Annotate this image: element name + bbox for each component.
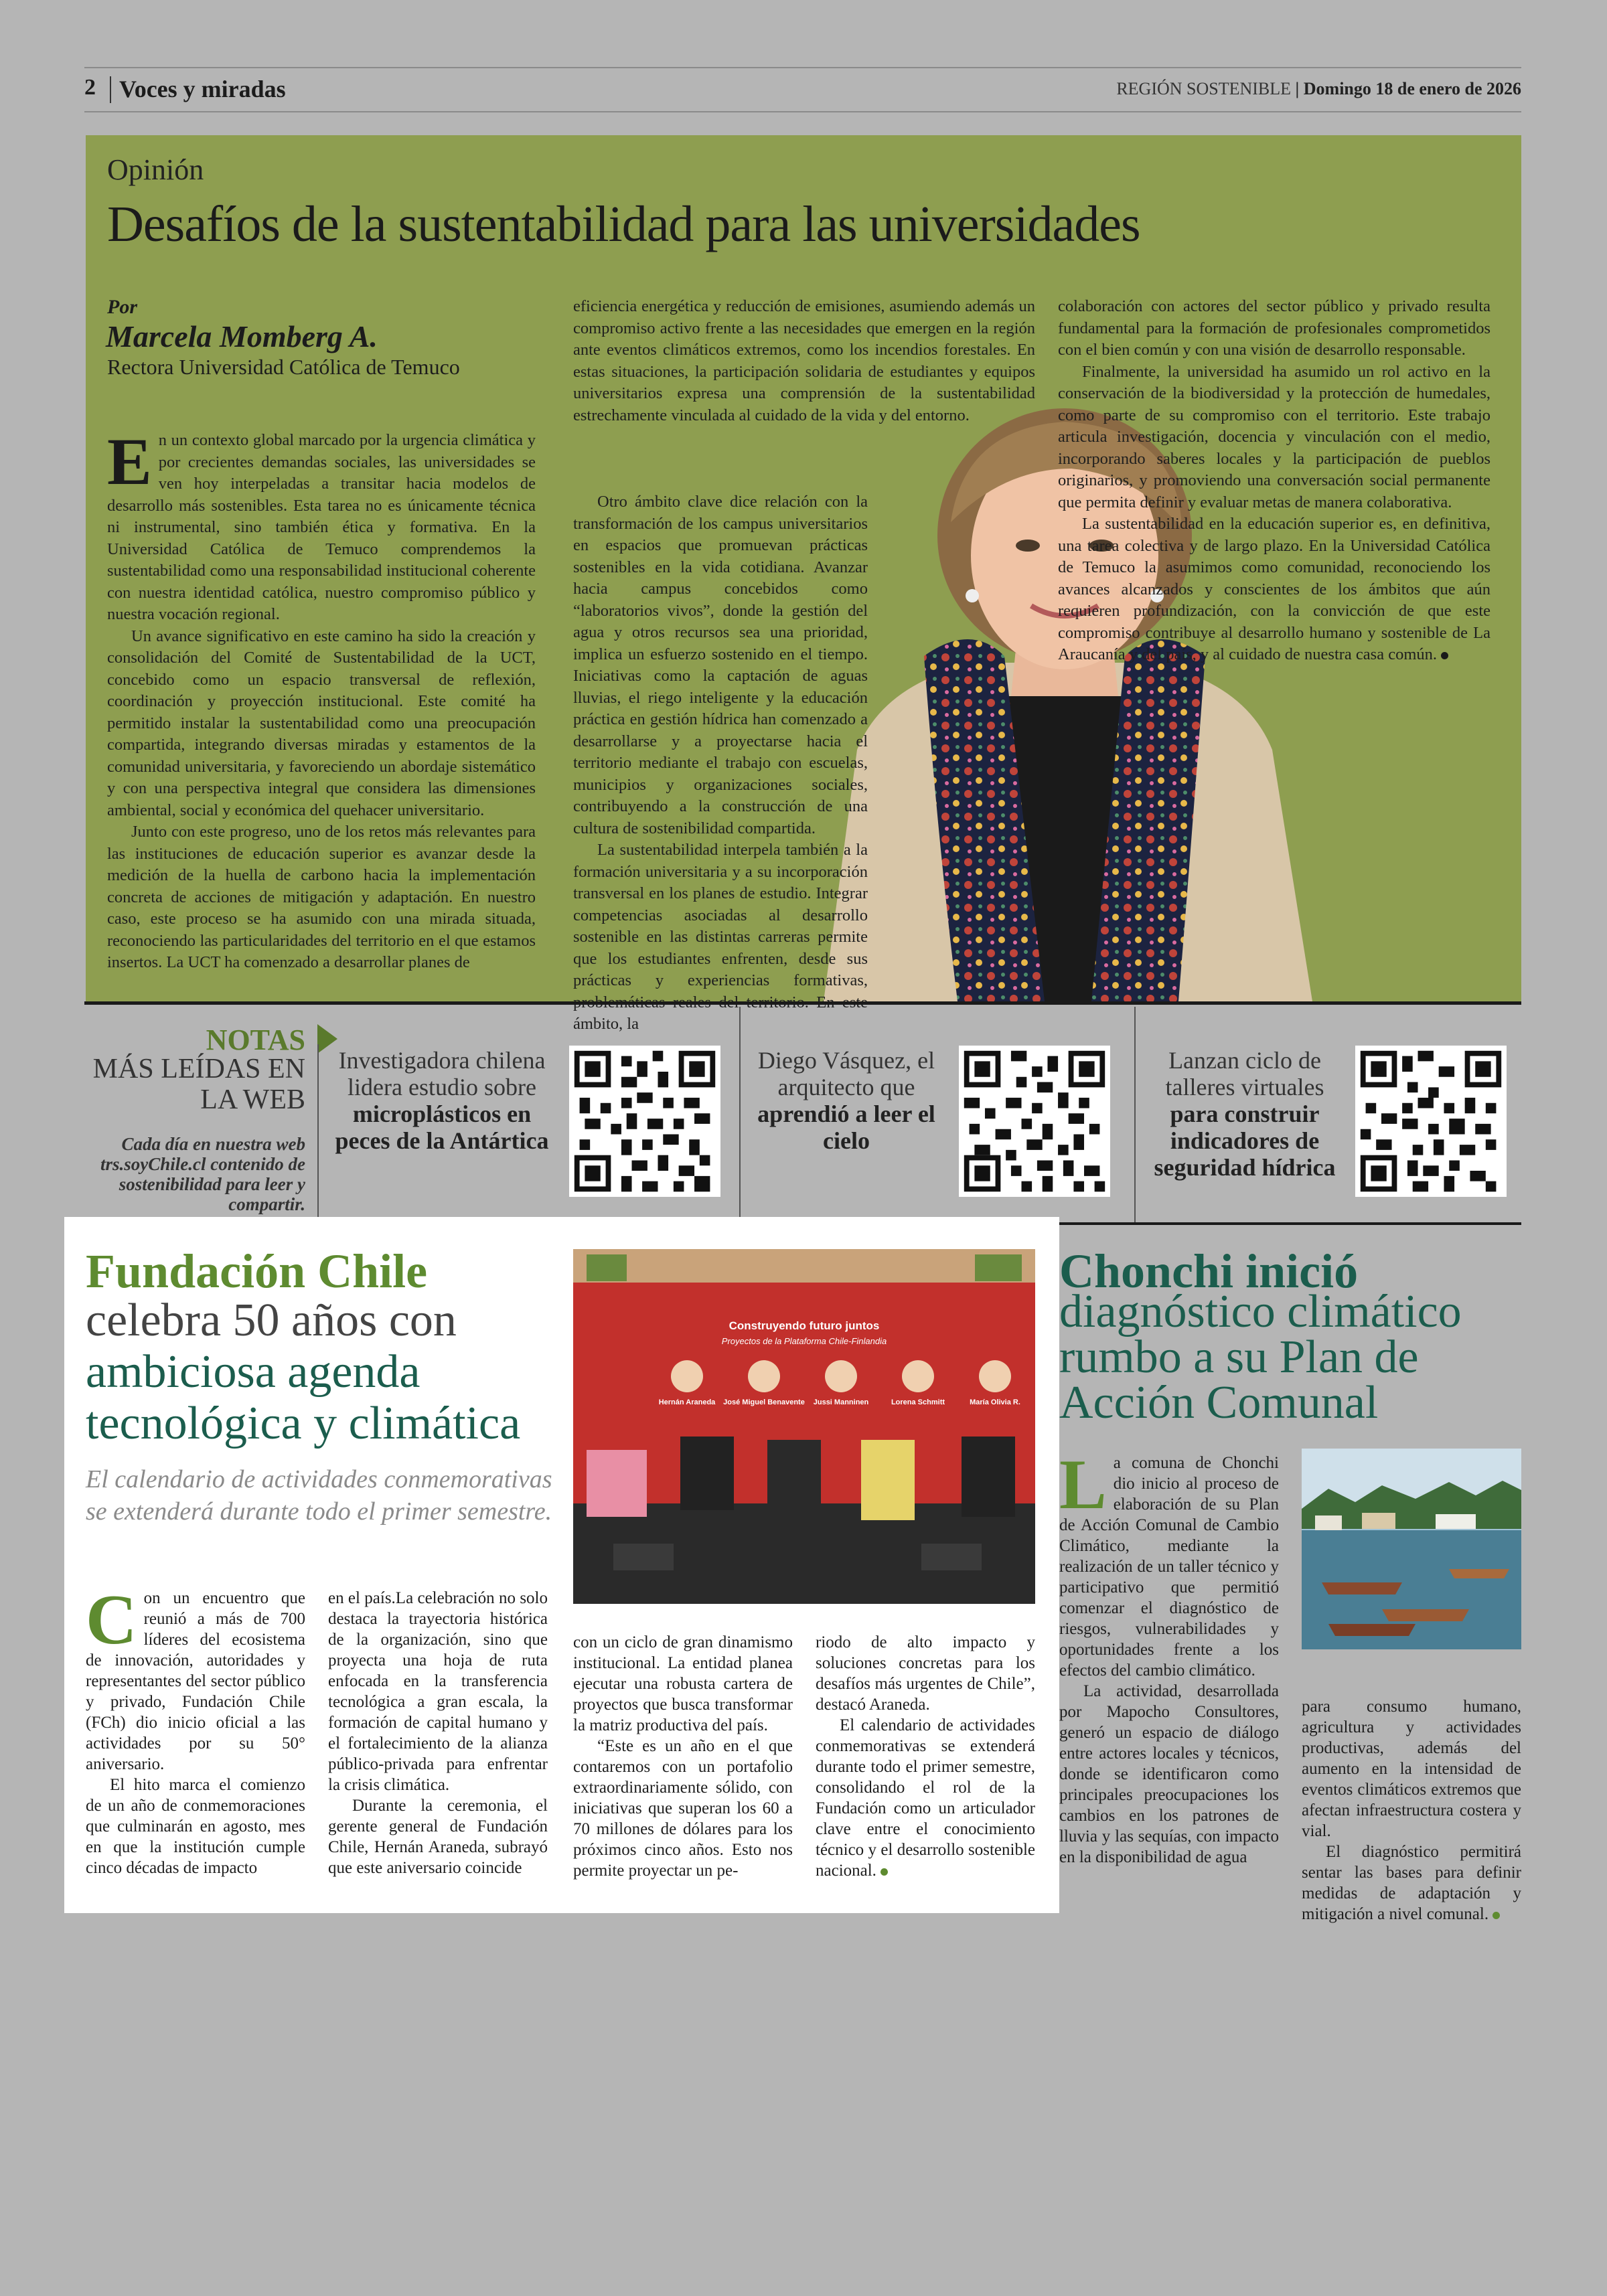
fundacion-column-3: [573, 1632, 793, 1881]
banner-title: Construyendo futuro juntos: [729, 1319, 880, 1332]
banner-subtitle: Proyectos de la Plataforma Chile-Finlandia: [721, 1336, 887, 1346]
article-paragraph: El calendario de actividades conmemorativas se extenderá durante todo el primer semestre, consolidando el rol de la Fundación como un articulador clave entre el conocimiento técnico y el desarrollo sostenible nacional.: [816, 1716, 1035, 1880]
speaker-name: María Olivia R.: [970, 1398, 1020, 1406]
opinion-kicker: Opinión: [107, 153, 204, 186]
fundacion-headline: celebra 50 años con ambiciosa agenda tecnológica y climática: [86, 1295, 521, 1449]
opinion-column-1: [107, 424, 536, 974]
opinion-paragraph: colaboración con actores del sector público y privado resulta fundamental para la formación de profesionales comprometidos con el bien común y con una visión de desarrollo responsable.: [1058, 297, 1490, 359]
article-paragraph: para consumo humano, agricultura y actividades productivas, además del aumento en la intensidad de eventos climáticos extremos que afectan infraestructura costera y vial.: [1302, 1698, 1521, 1840]
issue-date: Domingo 18 de enero de 2026: [1303, 79, 1521, 98]
chonchi-column-1: [1059, 1445, 1279, 1868]
header-rule-bottom: [84, 111, 1521, 112]
notas-rule-top: [84, 1001, 1521, 1005]
publication-name: REGIÓN SOSTENIBLE: [1116, 79, 1292, 98]
header-separator: [110, 76, 111, 103]
article-paragraph: La actividad, desarrollada por Mapocho Consultores, generó un espacio de diálogo entre actores locales y técnicos, donde se identificaron como principales preocupaciones los cambios en los patrones de lluvia y las sequías, con impacto en la disponibilidad de agua: [1059, 1682, 1279, 1866]
chonchi-column-2: [1302, 1696, 1521, 1924]
notas-blurb: Cada día en nuestra web trs.soyChile.cl contenido de sostenibilidad para leer y compartir.: [100, 1134, 305, 1214]
qr-code-icon[interactable]: [569, 1046, 720, 1197]
opinion-paragraph: La sustentabilidad en la educación superior es, en definitiva, una tarea colectiva y de largo plazo. En la Universidad Católica de Temuco la asumimos como comunidad, reconociendo los avances alcanzados y conscientes de los ámbitos que aún requieren profundización, con la convicción de que este compromiso contribuye al desarrollo humano y sostenible de La Araucanía y del país, y al cuidado de nuestra casa común.: [1058, 515, 1490, 663]
notas-divider: [739, 1007, 741, 1222]
article-paragraph: con un ciclo de gran dinamismo institucional. La entidad planea ejecutar una robusta cartera de proyectos que busca transformar la matriz productiva del país.: [573, 1633, 793, 1734]
byline-label: Por: [107, 296, 137, 318]
article-paragraph: en el país.La celebración no solo destaca la trayectoria histórica de la organización, sino que proyecta una hoja de ruta enfocada en la transferencia tecnológica a gran escala, la formación de capital humano y el fortalecimiento de la alianza público-privada para enfrentar la crisis climática.: [328, 1589, 548, 1794]
opinion-paragraph: Finalmente, la universidad ha asumido un rol activo en la conservación de la biodiversidad y la protección de humedales, como parte de su compromiso con el territorio. Este trabajo articula investigación, docencia y vinculación con el medio, incorporando saberes locales y la participación de pueblos originarios, y promoviendo una conversación social permanente que permita definir y evaluar metas de manera colaborativa.: [1058, 362, 1490, 511]
notas-subtitle: MÁS LEÍDAS EN LA WEB: [92, 1054, 305, 1115]
article-paragraph: “Este es un año en el que contaremos con un portafolio extraordinariamente sólido, con iniciativas que superan los 60 a 70 millones de dólares para los próximos cinco años. Esto nos permite proyectar un pe-: [573, 1737, 793, 1880]
article-paragraph: El diagnóstico permitirá sentar las bases para definir medidas de adaptación y mitigación a nivel comunal.: [1302, 1843, 1521, 1923]
opinion-column-3: [1058, 296, 1490, 666]
end-mark-icon: [881, 1868, 888, 1876]
event-photo: [573, 1249, 1035, 1604]
opinion-paragraph: Otro ámbito clave dice relación con la transformación de los campus universitarios en espacios que promuevan prácticas sostenibles en la vida cotidiana. Avanzar hacia campus concebidos como “laboratorios vivos”, donde la gestión del agua y otros recursos sea una prioridad, implica un esfuerzo sostenido en el tiempo. Iniciativas como la captación de aguas lluvias, el riego inteligente y la educación práctica en gestión hídrica han comenzado a desarrollarse y a proyectarse hacia el territorio mediante el trabajo con escuelas, municipios y organizaciones sociales, contribuyendo a la construcción de una cultura de sostenibilidad compartida.: [573, 493, 868, 837]
fundacion-subtitle: El calendario de actividades conmemorativas se extenderá durante todo el primer semestre.: [86, 1465, 552, 1526]
speaker-name: Jussi Manninen: [813, 1398, 869, 1406]
fundacion-column-2: [328, 1588, 548, 1878]
fundacion-column-4: [816, 1632, 1035, 1881]
end-mark-icon: [1441, 652, 1448, 659]
author-role: Rectora Universidad Católica de Temuco: [107, 355, 460, 379]
article-paragraph: El hito marca el comienzo de un año de conmemoraciones que culminarán en agosto, mes en que la institución cumple cinco décadas de impacto: [86, 1776, 305, 1877]
opinion-paragraph: Junto con este progreso, uno de los retos más relevantes para las instituciones de educación superior es avanzar desde la medición de la huella de carbono hacia la implementación concreta de acciones de mitigación y adaptación. En nuestro caso, este proceso se ha asumido con una mirada situada, reconociendo las particularidades del territorio en el que estamos insertos. La UCT ha comenzado a desarrollar planes de: [107, 823, 536, 971]
page-number: 2: [84, 75, 96, 100]
opinion-headline: Desafíos de la sustentabilidad para las universidades: [107, 196, 1140, 252]
article-paragraph: Durante la ceremonia, el gerente general de Fundación Chile, Hernán Araneda, subrayó que este aniversario coincide: [328, 1797, 548, 1877]
drop-cap: L: [1059, 1445, 1107, 1524]
nota-item-1[interactable]: Investigadora chilena lidera estudio sobre microplásticos en peces de la Antártica: [335, 1047, 549, 1154]
opinion-paragraph: Un avance significativo en este camino ha sido la creación y consolidación del Comité de Sustentabilidad de la UCT, concebido como un espacio transversal de reflexión, coordinación y proyección institucional. Este comité ha permitido instalar la sustentabilidad como una preocupación compartida, integrando diversas miradas y estamentos de la comunidad universitaria, y favoreciendo un abordaje sistemático y con una perspectiva integral que considera las dimensiones ambiental, social y económica del quehacer universitario.: [107, 627, 536, 819]
fundacion-headline-lead: Fundación Chile: [86, 1244, 428, 1298]
speaker-name: José Miguel Benavente: [723, 1398, 805, 1406]
section-name: Voces y miradas: [119, 76, 286, 102]
article-paragraph: Con un encuentro que reunió a más de 700 líderes del ecosistema de innovación, autoridades y representantes del sector público y privado, Fundación Chile (FCh) dio inicio oficial a las actividades por su 50° aniversario.: [86, 1580, 305, 1773]
chonchi-headline: diagnóstico climático rumbo a su Plan de Acción Comunal: [1059, 1286, 1462, 1428]
opinion-paragraph: eficiencia energética y reducción de emisiones, asumiendo además un compromiso activo frente a las necesidades que emergen en la región ante eventos climáticos extremos, como los incendios forestales. En estas situaciones, la participación solidaria de estudiantes y equipos universitarios expresa una comprensión de la sustentabilidad estrechamente vinculada al cuidado de la vida y del entorno.: [573, 297, 1035, 424]
opinion-paragraph: La sustentabilidad interpela también a la formación universitaria y a su incorporación transversal en los planes de estudio. Integrar competencias asociadas al desarrollo sostenible en las distintas carreras permite que los estudiantes enfrenten, desde sus prácticas y experiencias formativas, ámbito, la: [573, 841, 868, 1033]
notas-title: NOTAS: [206, 1023, 305, 1056]
qr-code-icon[interactable]: [959, 1046, 1110, 1197]
nota-item-3[interactable]: Lanzan ciclo de talleres virtuales para construir indicadores de seguridad hídrica: [1154, 1047, 1336, 1181]
author-name: Marcela Momberg A.: [106, 319, 378, 353]
header-rule-top: [84, 67, 1521, 68]
opinion-column-2-bottom: [573, 491, 868, 1036]
notas-divider: [317, 1044, 319, 1222]
chonchi-headline-lead: Chonchi inició: [1059, 1244, 1359, 1298]
speaker-name: Lorena Schmitt: [891, 1398, 945, 1406]
speaker-name: Hernán Araneda: [658, 1398, 716, 1406]
notas-divider: [1134, 1007, 1136, 1222]
nota-item-2[interactable]: Diego Vásquez, el arquitecto que aprendió a leer el cielo: [757, 1047, 935, 1154]
article-paragraph: riodo de alto impacto y soluciones concretas para los desafíos más urgentes de Chile”, destacó Araneda.: [816, 1633, 1035, 1714]
drop-cap: E: [107, 424, 152, 499]
article-paragraph: La comuna de Chonchi dio inicio al proceso de elaboración de su Plan de Acción Comunal de Cambio Climático, mediante la realización de un taller técnico y participativo que permitió comenzar el diagnóstico de riesgos, vulnerabilidades y oportunidades frente a los efectos del cambio climático.: [1059, 1445, 1279, 1679]
lake-photo: [1302, 1449, 1521, 1649]
end-mark-icon: [1493, 1912, 1500, 1919]
fundacion-column-1: [86, 1580, 305, 1878]
qr-code-icon[interactable]: [1355, 1046, 1507, 1197]
dateline: REGIÓN SOSTENIBLE | Domingo 18 de enero de 2026: [1116, 79, 1521, 98]
opinion-paragraph: En un contexto global marcado por la urgencia climática y por crecientes demandas sociales, las universidades se ven hoy interpeladas a transitar hacia modelos de desarrollo más sostenibles. Esta tarea no es únicamente técnica ni instrumental, sino también ética y formativa. En la Universidad Católica de Temuco comprendemos la sustentabilidad como una responsabilidad institucional coherente con nuestra identidad católica, nuestro compromiso público y nuestra vocación regional.: [107, 424, 536, 623]
drop-cap: C: [86, 1580, 137, 1659]
